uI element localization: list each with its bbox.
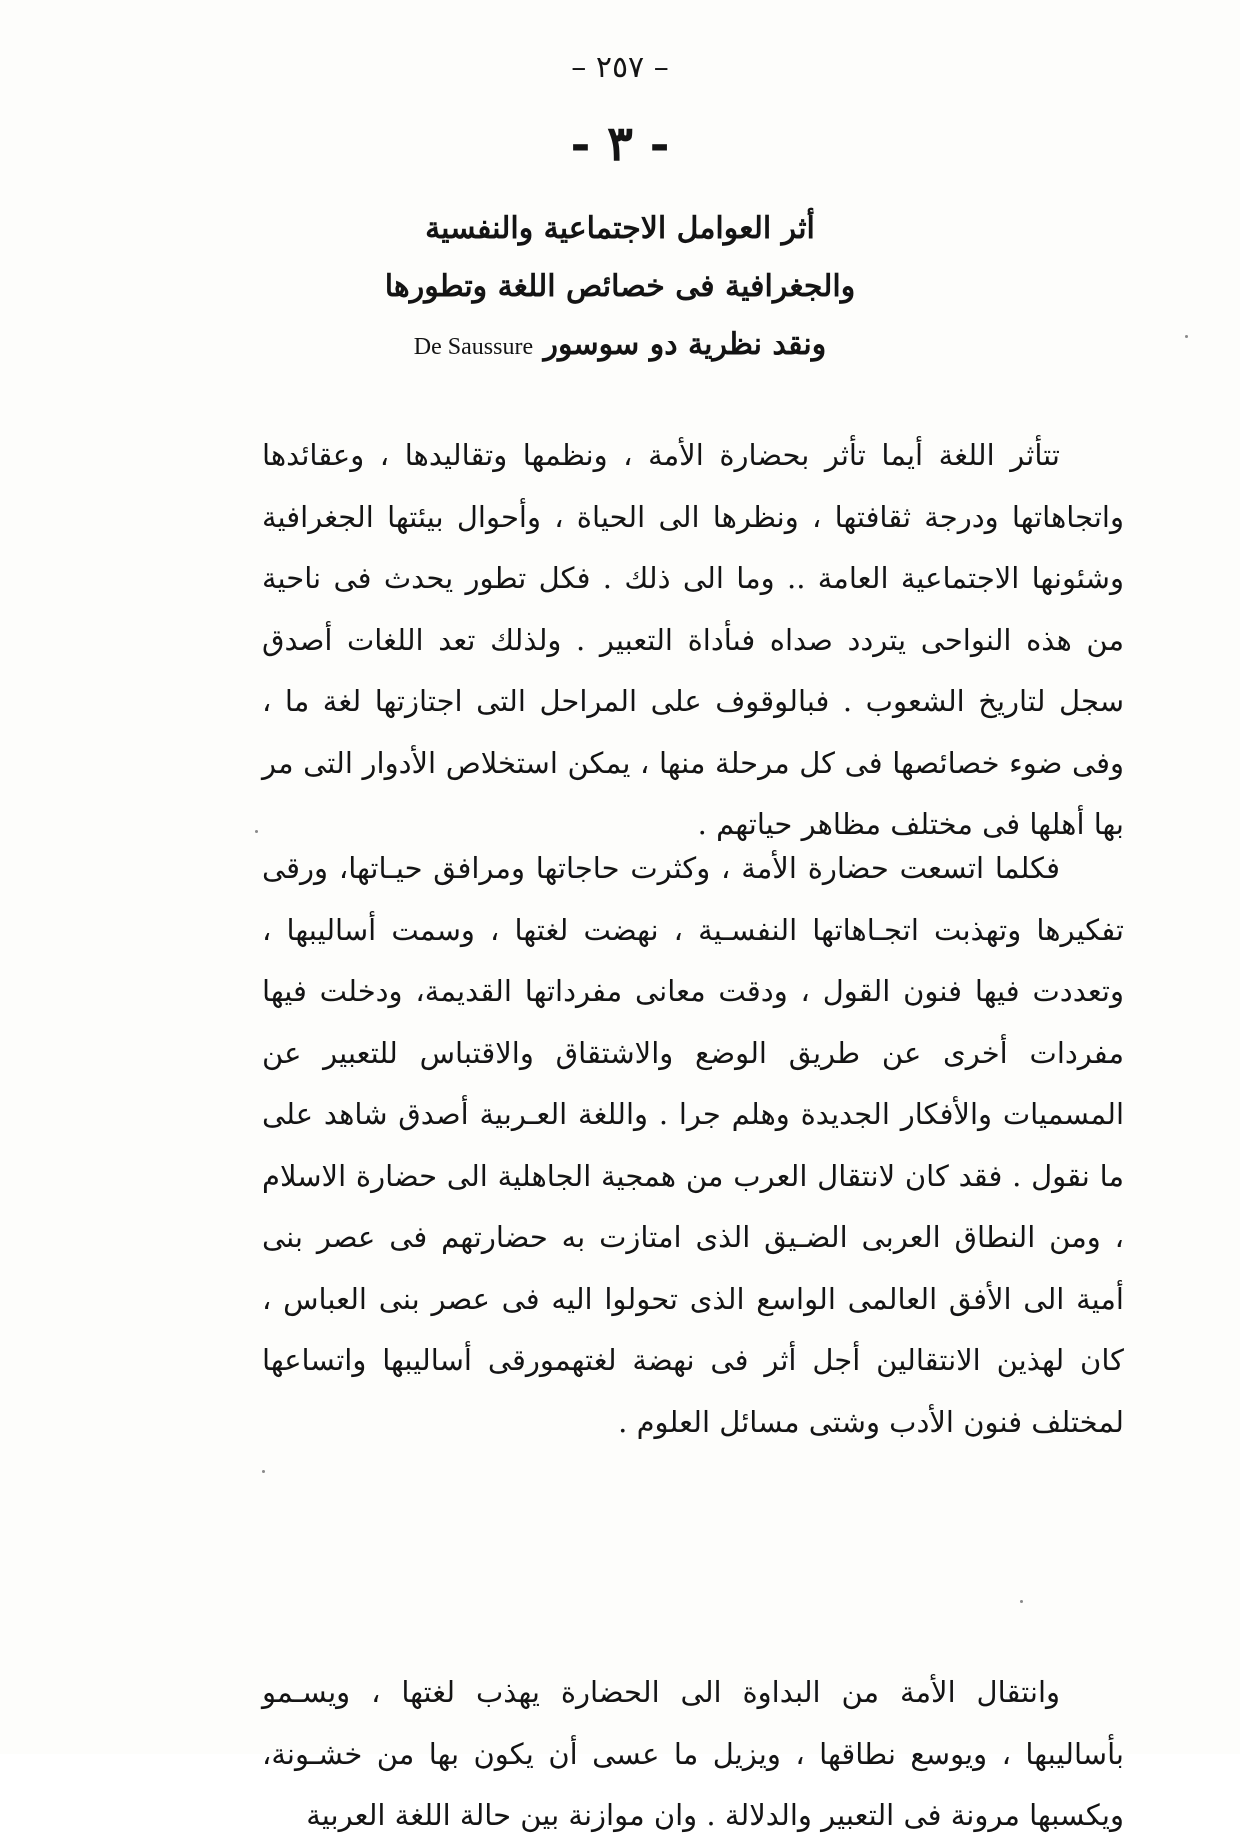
title-line-3 (0, 316, 1240, 376)
scan-speck (255, 830, 258, 833)
paragraph-2 (262, 838, 1124, 1453)
section-number: - ٣ - (570, 116, 670, 172)
title-line-2: والجغرافية فى خصائص اللغة وتطورها (384, 269, 856, 304)
page-number: – ٢٥٧ – (571, 50, 669, 85)
paragraph-text: تتأثر اللغة أيما تأثر بحضارة الأمة ، ونظمها وتقاليدها ، وعقائدها واتجاهاتها ودرجة ثقافتها ، ونظرها الى الحياة ، وأحوال بيئتها الجغرافية وشئونها الاجتماعية العامة .. وما الى ذلك . فكل تطور يحدث فى ناحية من هذه النواحى يتردد صداه فىأداة التعبير . ولذلك تعد اللغات أصدق سجل لتاريخ الشعوب . فبالوقوف على المراحل التى اجتازتها لغة ما ، وفى ضوء خصائصها فى كل مرحلة منها ، يمكن استخلاص الأدوار التى مر بها أهلها فى مختلف مظاهر حياتهم . (262, 438, 1124, 841)
chapter-title (0, 200, 1240, 376)
title-line-1: أثر العوامل الاجتماعية والنفسية (425, 211, 815, 246)
scan-speck (1185, 335, 1188, 338)
paragraph-1 (262, 425, 1124, 856)
paragraph-3 (262, 1662, 1124, 1847)
paragraph-text: وانتقال الأمة من البداوة الى الحضارة يهذب لغتها ، ويسـمو بأساليبها ، ويوسع نطاقها ، ويزيل ما عسى أن يكون بها من خشـونة، ويكسبها مرونة فى التعبير والدلالة . وان موازنة بين حالة اللغة العربية (262, 1675, 1124, 1832)
paragraph-text: فكلما اتسعت حضارة الأمة ، وكثرت حاجاتها ومرافق حيـاتها، ورقى تفكيرها وتهذبت اتجـاهاتها النفسـية ، نهضت لغتها ، وسمت أساليبها ، وتعددت فيها فنون القول ، ودقت معانى مفرداتها القديمة، ودخلت فيها مفردات أخرى عن طريق الوضع والاشتقاق والاقتباس للتعبير عن المسميات والأفكار الجديدة وهلم جرا . واللغة العـربية أصدق شاهد على ما نقول . فقد كان لانتقال العرب من همجية الجاهلية الى حضارة الاسلام ، ومن النطاق العربى الضـيق الذى امتازت به حضارتهم فى عصر بنى أمية الى الأفق العالمى الواسع الذى تحولوا اليه فى عصر بنى العباس ، كان لهذين الانتقالين أجل أثر فى نهضة لغتهمورقى أساليبها واتساعها لمختلف فنون الأدب وشتى مسائل العلوم . (262, 851, 1124, 1439)
title-line-3-arabic: ونقد نظرية دو سوسور (543, 327, 827, 362)
scan-speck (1020, 1600, 1023, 1603)
scan-speck (262, 1470, 265, 1473)
title-line-3-latin: De Saussure (413, 334, 534, 360)
